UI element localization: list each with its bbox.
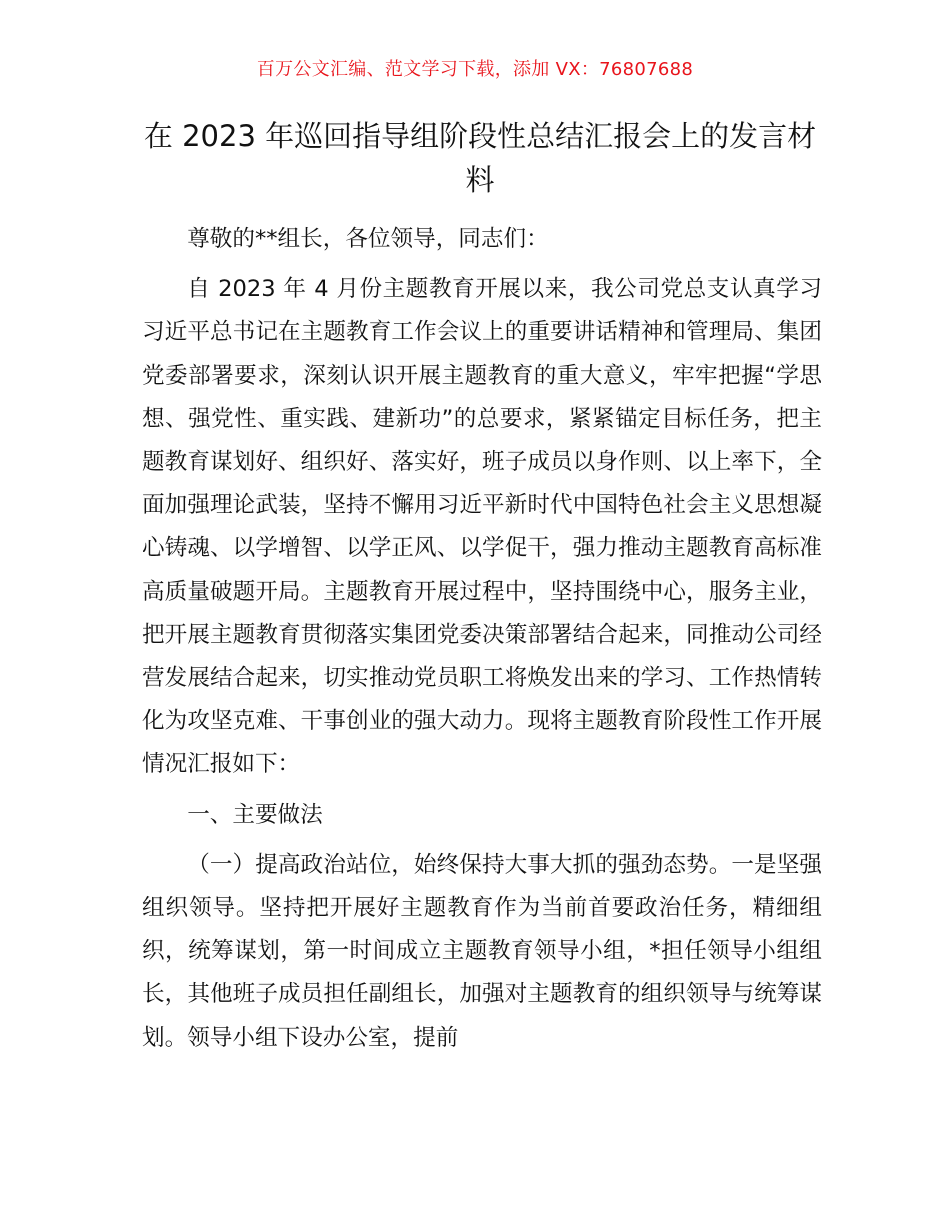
salutation: 尊敬的**组长，各位领导，同志们： xyxy=(187,226,549,252)
paragraph-section-1: （一）提高政治站位，始终保持大事大抓的强劲态势。一是坚强组织领导。坚持把开展好主题教育作为当前首要政治任务，精细组织，统筹谋划，第一时间成立主题教育领导小组，*担任领导小组组长，其他班子成员担任副组长，加强对主题教育的组织领导与统筹谋划。领导小组下设办公室，提前 xyxy=(142,851,822,1051)
section-heading: 一、主要做法 xyxy=(187,801,323,828)
document-body xyxy=(142,218,822,1060)
document-title: 在 2023 年巡回指导组阶段性总结汇报会上的发言材料 xyxy=(143,119,817,197)
paragraph-intro: 自 2023 年 4 月份主题教育开展以来，我公司党总支认真学习习近平总书记在主题教育工作会议上的重要讲话精神和管理局、集团党委部署要求，深刻认识开展主题教育的重大意义，牢牢把握“学思想、强党性、重实践、建新功”的总要求，紧紧锚定目标任务，把主题教育谋划好、组织好、落实好，班子成员以身作则、以上率下，全面加强理论武装，坚持不懈用习近平新时代中国特色社会主义思想凝心铸魂、以学增智、以学正风、以学促干，强力推动主题教育高标准高质量破题开局。主题教育开展过程中，坚持围绕中心，服务主业，把开展主题教育贯彻落实集团党委决策部署结合起来，同推动公司经营发展结合起来，切实推动党员职工将焕发出来的学习、工作热情转化为攻坚克难、干事创业的强大动力。现将主题教育阶段性工作开展情况汇报如下： xyxy=(142,276,822,778)
watermark-banner: 百万公文汇编、范文学习下载，添加 VX：76807688 xyxy=(256,59,694,80)
